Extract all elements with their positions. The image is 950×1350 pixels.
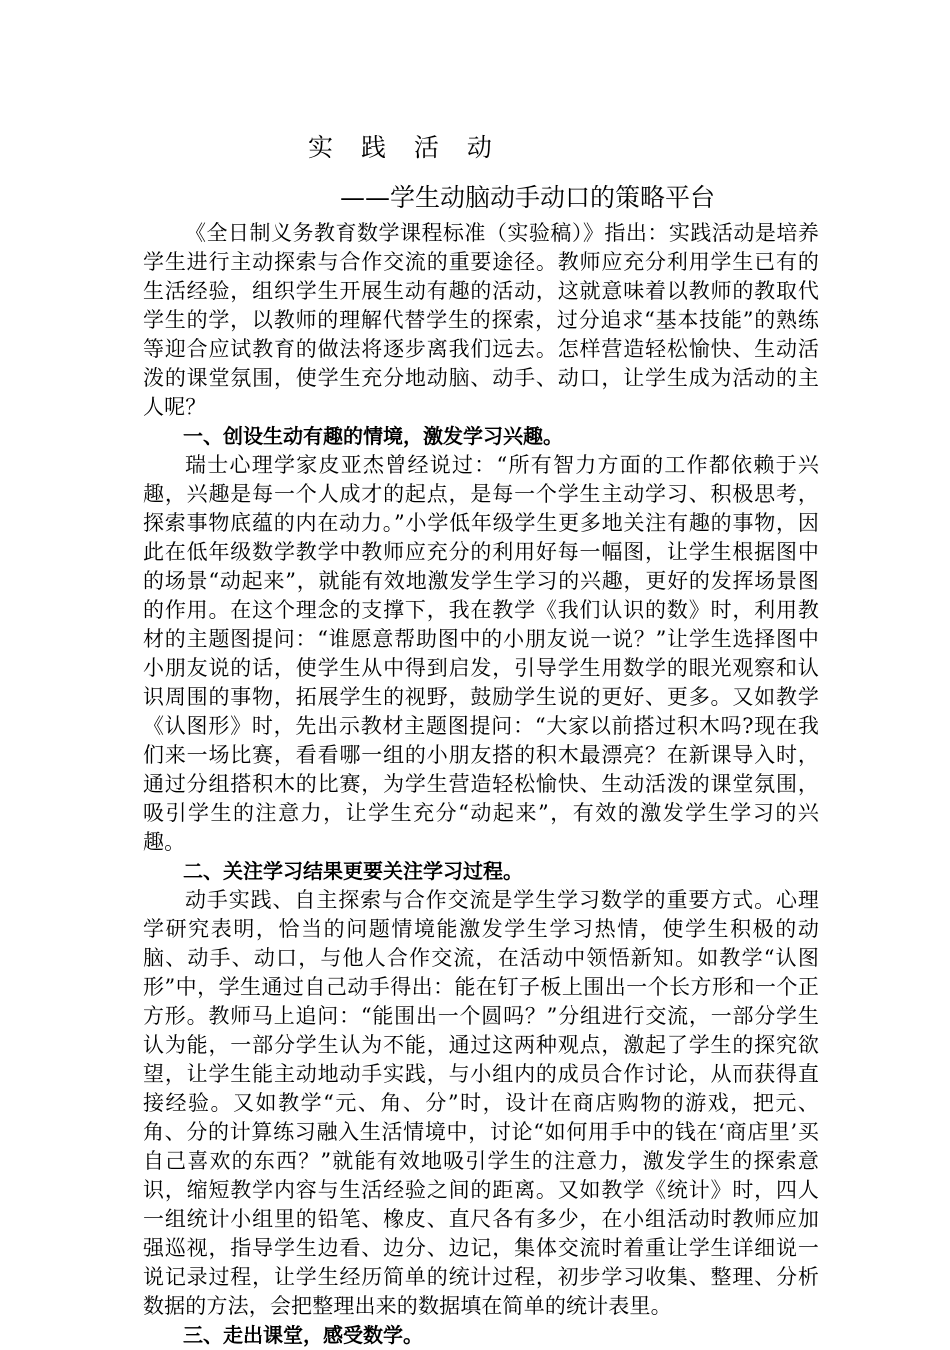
section-heading-3: 三、走出课堂，感受数学。 (183, 1323, 423, 1347)
intro-paragraph: 《全日制义务教育数学课程标准（实验稿）》指出：实践活动是培养学生进行主动探索与合作交流的重要途径。教师应充分利用学生已有的生活经验，组织学生开展生动有趣的活动，这就意味着以教师的教取代学生的学，以教师的理解代替学生的探索，过分追求“基本技能”的熟练等迎合应试教育的做法将逐步离我们远去。怎样营造轻松愉快、生动活泼的课堂氛围，使学生充分地动脑、动手、动口，让学生成为活动的主人呢？ (143, 221, 819, 419)
document-subtitle: ——学生动脑动手动口的策略平台 (340, 183, 716, 212)
section-heading-1: 一、创设生动有趣的情境，激发学习兴趣。 (183, 424, 563, 448)
section-2-paragraph: 动手实践、自主探索与合作交流是学生学习数学的重要方式。心理学研究表明，恰当的问题情境能激发学生学习热情，使学生积极的动脑、动手、动口，与他人合作交流，在活动中领悟新知。如教学“认图形”中，学生通过自己动手得出：能在钉子板上围出一个长方形和一个正方形。教师马上追问：“能围出一个圆吗？”分组进行交流，一部分学生认为能，一部分学生认为不能，通过这两种观点，激起了学生的探究欲望，让学生能主动地动手实践，与小组内的成员合作讨论，从而获得直接经验。又如教学“元、角、分”时，设计在商店购物的游戏，把元、角、分的计算练习融入生活情境中，讨论“如何用手中的钱在‘商店里’买自己喜欢的东西？”就能有效地吸引学生的注意力，激发学生的探索意识，缩短教学内容与生活经验之间的距离。又如教学《统计》时，四人一组统计小组里的铅笔、橡皮、直尺各有多少，在小组活动时教师应加强巡视，指导学生边看、边分、边记，集体交流时着重让学生详细说一说记录过程，让学生经历简单的统计过程，初步学习收集、整理、分析数据的方法，会把整理出来的数据填在简单的统计表里。 (143, 888, 819, 1318)
section-1-paragraph: 瑞士心理学家皮亚杰曾经说过：“所有智力方面的工作都依赖于兴趣，兴趣是每一个人成才的起点，是每一个学生主动学习、积极思考，探索事物底蕴的内在动力。”小学低年级学生更多地关注有趣的事物，因此在低年级数学教学中教师应充分的利用好每一幅图，让学生根据图中的场景“动起来”，就能有效地激发学生学习的兴趣，更好的发挥场景图的作用。在这个理念的支撑下，我在教学《我们认识的数》时，利用教材的主题图提问：“谁愿意帮助图中的小朋友说一说？”让学生选择图中小朋友说的话，使学生从中得到启发，引导学生用数学的眼光观察和认识周围的事物，拓展学生的视野，鼓励学生说的更好、更多。又如教学《认图形》时，先出示教材主题图提问：“大家以前搭过积木吗?现在我们来一场比赛，看看哪一组的小朋友搭的积木最漂亮？在新课导入时，通过分组搭积木的比赛，为学生营造轻松愉快、生动活泼的课堂氛围，吸引学生的注意力，让学生充分“动起来”，有效的激发学生学习的兴趣。 (143, 453, 819, 854)
section-heading-2: 二、关注学习结果更要关注学习过程。 (183, 859, 523, 883)
document-body (143, 219, 819, 1350)
document-title: 实 践 活 动 (308, 133, 502, 162)
